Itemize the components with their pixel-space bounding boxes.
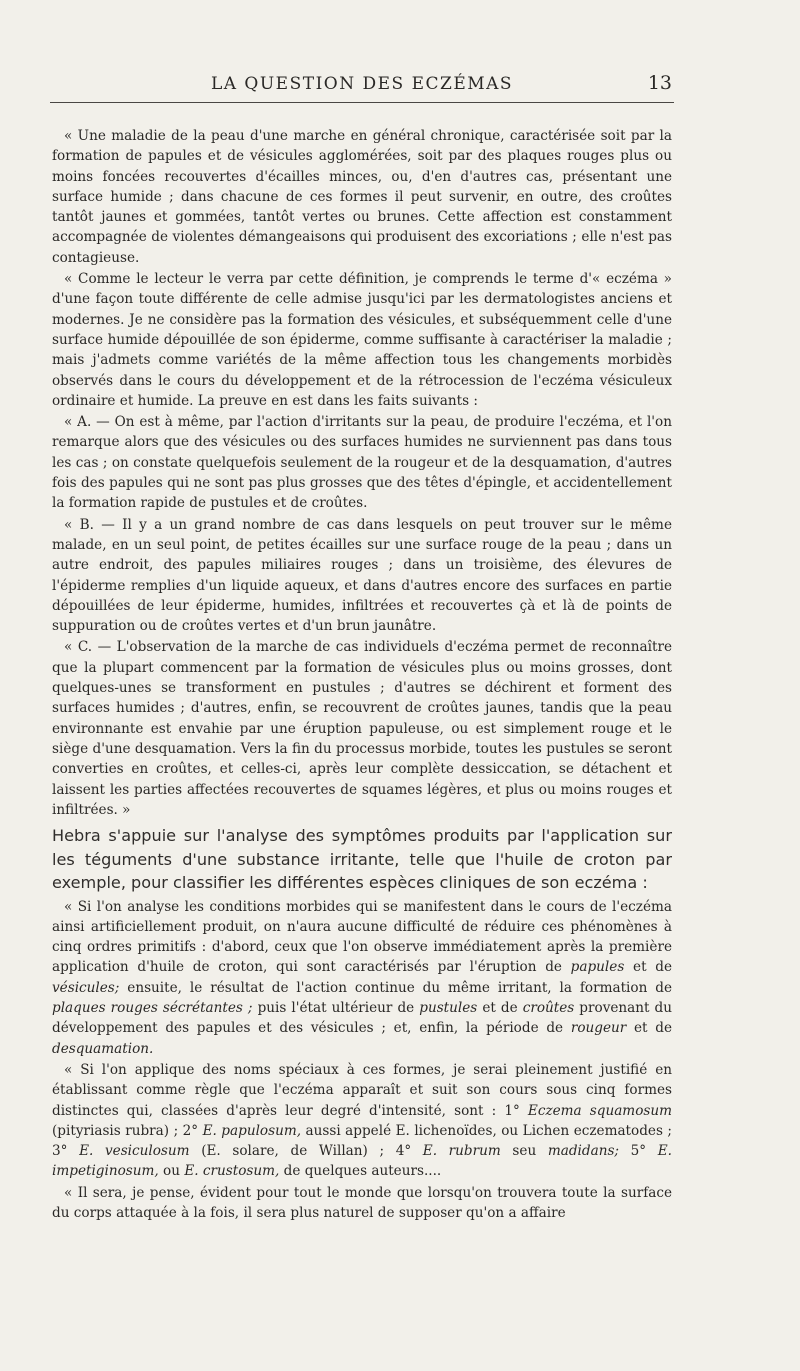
text-run: et de <box>624 959 673 976</box>
header-rule <box>50 102 674 103</box>
text-run: (pityriasis rubra) ; 2° <box>52 1122 203 1139</box>
page-header <box>52 70 672 102</box>
page-number: 13 <box>647 72 672 94</box>
italic-term: E. crustosum, <box>184 1163 280 1180</box>
italic-term: E. rubrum <box>422 1143 501 1160</box>
body-text <box>52 126 672 1224</box>
text-run: et de <box>626 1020 672 1037</box>
text-run: aussi appelé E. lichenoïdes, ou Lichen eczematodes ; 3° <box>52 1122 672 1160</box>
paragraph-noms-speciaux <box>52 1060 672 1182</box>
paragraph-definition: « Une maladie de la peau d'une marche en général chronique, caractérisée soit par la formation de papules et de vésicules agglomérées, soit par des plaques rouges plus ou moins foncées recouvertes d'écailles minces, ou, d'en d'autres cas, présentant une surface humide ; dans chacune de ces formes il peut survenir, en outre, des croûtes tantôt jaunes et gommées, tantôt vertes ou brunes. Cette affection est constamment accompagnée de violentes démangeaisons qui produisent des excoriations ; elle n'est pas contagieuse. <box>52 128 672 266</box>
italic-term: papules <box>570 959 625 976</box>
text-run: provenant du développement des papules et des vésicules ; et, enfin, la période de <box>52 1000 673 1037</box>
italic-term: plaques rouges sécrétantes ; <box>52 1000 253 1017</box>
text-run: ensuite, le résultat de l'action continue du même irritant, la formation de <box>119 979 672 996</box>
paragraph-hebra: Hebra s'appuie sur l'analyse des symptômes produits par l'application sur les téguments d'une substance irritante, telle que l'huile de croton par exemple, pour classifier les différentes espèces cliniques de son eczéma : <box>52 826 672 893</box>
running-title: LA QUESTION DES ECZÉMAS <box>210 74 514 94</box>
paragraph-analyse <box>52 897 672 1059</box>
italic-term: vésicules; <box>52 979 120 996</box>
italic-term: E. impetiginosum, <box>52 1143 672 1180</box>
text-run: seu <box>500 1143 548 1160</box>
italic-term: rougeur <box>570 1020 627 1037</box>
text-run: « Si l'on analyse les conditions morbides qui se manifestent dans le cours de l'eczéma ainsi artificiellement produit, on n'aura aucune difficulté de réduire ces phénomènes à cinq ordres primitifs : d'abord, ceux que l'on observe immédiatement après la première application d'huile de croton, qui sont caractérisés par l'éruption de <box>52 898 672 976</box>
paragraph-b: « B. — Il y a un grand nombre de cas dans lesquels on peut trouver sur le même malade, en un seul point, de petites écailles sur une surface rouge de la peau ; dans un autre endroit, des papules miliaires rouges ; dans un troisième, des élevures de l'épiderme remplies d'un liquide aqueux, et dans d'autres encore des surfaces en partie dépouillées de leur épiderme, humides, infiltrées et recouvertes çà et là de points de suppuration ou de croûtes vertes et d'un brun jaunâtre. <box>52 516 672 635</box>
paragraph-c: « C. — L'observation de la marche de cas individuels d'eczéma permet de reconnaître que la plupart commencent par la formation de vésicules plus ou moins grosses, dont quelques-unes se transforment en pustules ; d'autres se déchirent et forment des surfaces humides ; d'autres, enfin, se recouvrent de croûtes jaunes, tandis que la peau environnante est envahie par une éruption papuleuse, ou est simplement rouge et le siège d'une desquamation. Vers la fin du processus morbide, toutes les pustules se seront converties en croûtes, et celles-ci, après leur complète dessiccation, se détachent et laissent les parties affectées recouvertes de squames légères, et plus ou moins rouges et infiltrées. » <box>52 639 672 818</box>
italic-term: Eczema squamosum <box>527 1102 673 1119</box>
italic-term: croûtes <box>522 1000 575 1017</box>
text-run: « Si l'on applique des noms spéciaux à ces formes, je serai pleinement justifié en établissant comme règle que l'eczéma apparaît et suit son cours sous cinq formes distinctes qui, classées d'après leur degré d'intensité, sont : 1° <box>52 1061 672 1119</box>
text-run: (E. solare, de Willan) ; 4° <box>189 1143 423 1160</box>
text-run: ou <box>158 1163 185 1180</box>
text-run: puis l'état ultérieur de <box>252 1000 420 1017</box>
italic-term: E. papulosum, <box>202 1122 302 1139</box>
italic-term: E. vesiculosum <box>79 1143 190 1160</box>
paragraph-comme-le-lecteur: « Comme le lecteur le verra par cette définition, je comprends le terme d'« eczéma » d'une façon toute différente de celle admise jusqu'ici par les dermatologistes anciens et modernes. Je ne considère pas la formation des vésicules, et subséquemment celle d'une surface humide dépouillée de son épiderme, comme suffisante à caractériser la maladie ; mais j'admets comme variétés de la même affection tous les changements morbidès observés dans le cours du développement et de la rétrocession de l'eczéma vésiculeux ordinaire et humide. La preuve en est dans les faits suivants : <box>52 271 672 409</box>
text-run: de quelques auteurs.... <box>279 1163 442 1180</box>
paragraph-il-sera: « Il sera, je pense, évident pour tout le monde que lorsqu'on trouvera toute la surface du corps attaquée à la fois, il sera plus naturel de supposer qu'on a affaire <box>52 1184 672 1222</box>
italic-term: madidans; <box>547 1143 620 1160</box>
text-run: et de <box>477 1000 523 1017</box>
paragraph-a: « A. — On est à même, par l'action d'irritants sur la peau, de produire l'eczéma, et l'on remarque alors que des vésicules ou des surfaces humides ne surviennent pas dans tous les cas ; on constate quelquefois seulement de la rougeur et de la desquamation, d'autres fois des papules qui ne sont pas plus grosses que des têtes d'épingle, et accidentellement la formation rapide de pustules et de croûtes. <box>52 414 672 512</box>
text-run: 5° <box>619 1143 658 1160</box>
italic-term: desquamation. <box>52 1040 154 1057</box>
italic-term: pustules <box>419 1000 478 1017</box>
